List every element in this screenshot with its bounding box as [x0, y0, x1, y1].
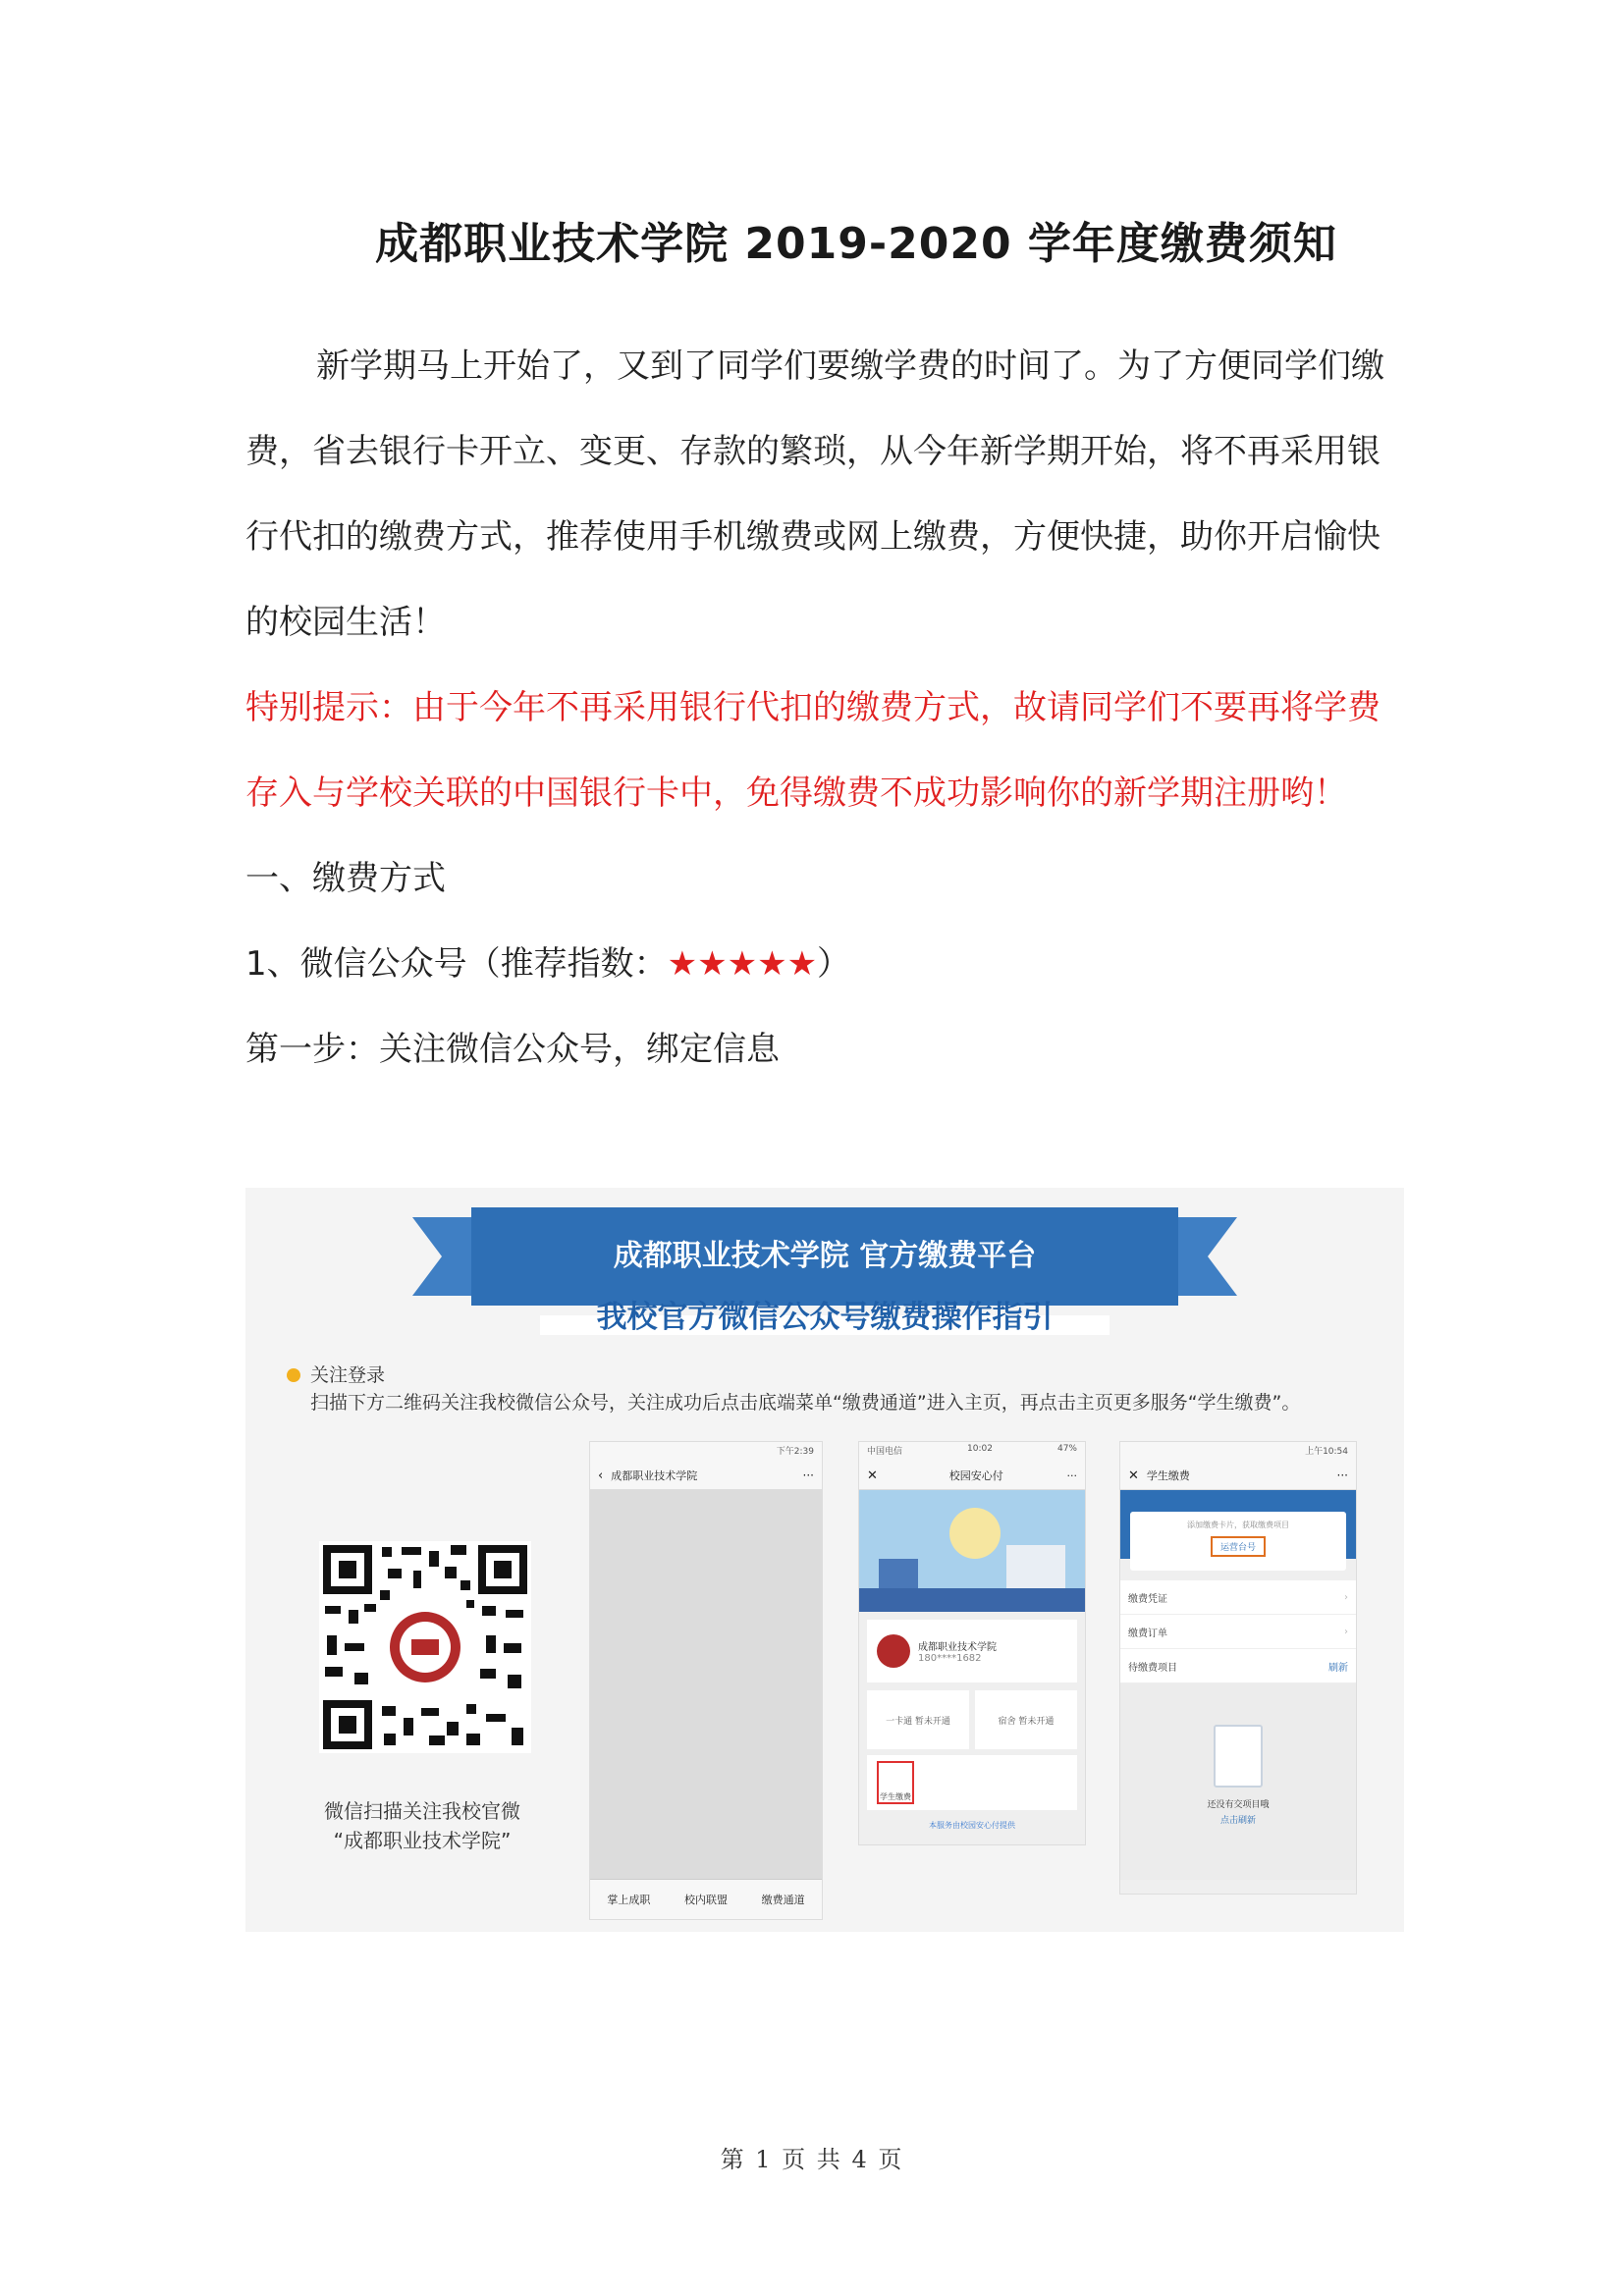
school-logo-icon — [877, 1634, 910, 1668]
document-title: 成都职业技术学院 2019-2020 学年度缴费须知 — [375, 219, 1337, 269]
school-card — [867, 1620, 1077, 1682]
school-name: 成都职业技术学院 — [918, 1642, 997, 1653]
campus-illustration — [859, 1490, 1085, 1612]
banner-subtitle: 我校官方微信公众号缴费操作指引 — [596, 1300, 1054, 1335]
status-bar — [859, 1442, 1085, 1462]
phone-screenshot-campus-pay — [858, 1441, 1086, 1845]
service-grid — [867, 1690, 1077, 1749]
banner-title: 成都职业技术学院 官方缴费平台 — [613, 1239, 1037, 1273]
carrier-label: 中国电信 — [867, 1447, 903, 1457]
step-title: 关注登录 — [310, 1364, 386, 1386]
page-number: 第 1 页 共 4 页 — [720, 2146, 904, 2173]
phone-screenshot-official-account — [589, 1441, 823, 1920]
section-heading: 一、缴费方式 — [245, 859, 446, 898]
nav-title: 校园安心付 — [948, 1469, 1003, 1482]
close-icon: ✕ — [1128, 1468, 1139, 1483]
method-suffix: ） — [817, 944, 851, 984]
status-bar — [590, 1442, 822, 1462]
back-icon: ‹ — [598, 1468, 604, 1483]
qr-caption-line2: “成都职业技术学院” — [333, 1829, 512, 1852]
rating-stars: ★★★★★ — [667, 944, 818, 984]
chat-area — [590, 1490, 822, 1879]
payment-guide-image — [245, 1188, 1404, 1932]
panel-button: 运营台号 — [1211, 1536, 1266, 1557]
service-card-one-card: 一卡通 暂未开通 — [867, 1690, 969, 1749]
status-time: 上午10:54 — [1305, 1447, 1348, 1457]
phone-screenshot-student-pay — [1119, 1441, 1357, 1895]
step-description: 扫描下方二维码关注我校微信公众号，关注成功后点击底端菜单“缴费通道”进入主页，再点击主页更多服务“学生缴费”。 — [310, 1392, 1301, 1414]
row-label: 缴费订单 — [1128, 1628, 1167, 1639]
intro-paragraph: 新学期马上开始了，又到了同学们要缴学费的时间了。为了方便同学们缴费，省去银行卡开立、变更、存款的繁琐，从今年新学期开始，将不再采用银行代扣的缴费方式，推荐使用手机缴费或网上缴费，方便快捷，助你开启愉快的校园生活！ — [245, 347, 1384, 642]
qr-caption — [275, 1796, 569, 1855]
status-time: 10:02 — [967, 1444, 993, 1454]
list-item — [1120, 1580, 1356, 1615]
method-label: 1、微信公众号（推荐指数： — [245, 944, 668, 984]
empty-link: 点击刷新 — [1219, 1816, 1256, 1826]
student-pay-tile — [867, 1755, 1077, 1810]
document-body — [245, 324, 1384, 1093]
more-icon: ··· — [1066, 1468, 1077, 1482]
nav-bar — [859, 1462, 1085, 1490]
blue-header — [1120, 1490, 1356, 1559]
more-icon: ··· — [1336, 1468, 1348, 1482]
status-bar — [1120, 1442, 1356, 1462]
status-time: 下午2:39 — [776, 1447, 814, 1457]
qr-code-graphic — [319, 1541, 531, 1753]
student-pay-highlight: 学生缴费 — [877, 1761, 914, 1804]
menu-item: 校内联盟 — [684, 1894, 728, 1906]
pending-label: 待缴费项目 — [1128, 1662, 1177, 1674]
row-label: 缴费凭证 — [1128, 1593, 1167, 1605]
chevron-right-icon: › — [1344, 1626, 1348, 1637]
bottom-menu — [590, 1879, 822, 1919]
close-icon: ✕ — [867, 1468, 878, 1483]
method-line — [245, 922, 1384, 1007]
panel-text: 添加缴费卡片，获取缴费项目 — [1187, 1521, 1289, 1529]
more-icon: ··· — [802, 1468, 814, 1482]
menu-item: 掌上成职 — [607, 1894, 651, 1906]
empty-text: 还没有交项目哦 — [1207, 1800, 1270, 1810]
bullet-icon — [287, 1368, 300, 1382]
pending-row — [1120, 1649, 1356, 1683]
nav-bar — [590, 1462, 822, 1490]
hero-illustration — [859, 1490, 1085, 1612]
qr-code-icon — [319, 1541, 531, 1753]
refresh-link: 刷新 — [1328, 1662, 1348, 1674]
empty-state — [1120, 1683, 1356, 1880]
footer-note: 本服务由校园安心付提供 — [929, 1821, 1015, 1830]
chevron-right-icon: › — [1344, 1591, 1348, 1603]
menu-item: 缴费通道 — [761, 1894, 805, 1906]
clipboard-icon — [1214, 1725, 1263, 1788]
nav-title: 成都职业技术学院 — [611, 1469, 698, 1482]
nav-bar — [1120, 1462, 1356, 1490]
nav-title: 学生缴费 — [1146, 1469, 1190, 1482]
warning-paragraph: 特别提示：由于今年不再采用银行代扣的缴费方式，故请同学们不要再将学费存入与学校关联的中国银行卡中，免得缴费不成功影响你的新学期注册哟！ — [245, 688, 1380, 813]
service-card-dorm: 宿舍 暂未开通 — [975, 1690, 1077, 1749]
list-item — [1120, 1615, 1356, 1649]
step-one-heading: 第一步：关注微信公众号，绑定信息 — [245, 1030, 780, 1069]
qr-caption-line1: 微信扫描关注我校官微 — [324, 1799, 520, 1823]
add-card-panel — [1130, 1512, 1346, 1571]
school-id: 180****1682 — [918, 1653, 982, 1664]
battery-label: 47% — [1056, 1444, 1077, 1454]
